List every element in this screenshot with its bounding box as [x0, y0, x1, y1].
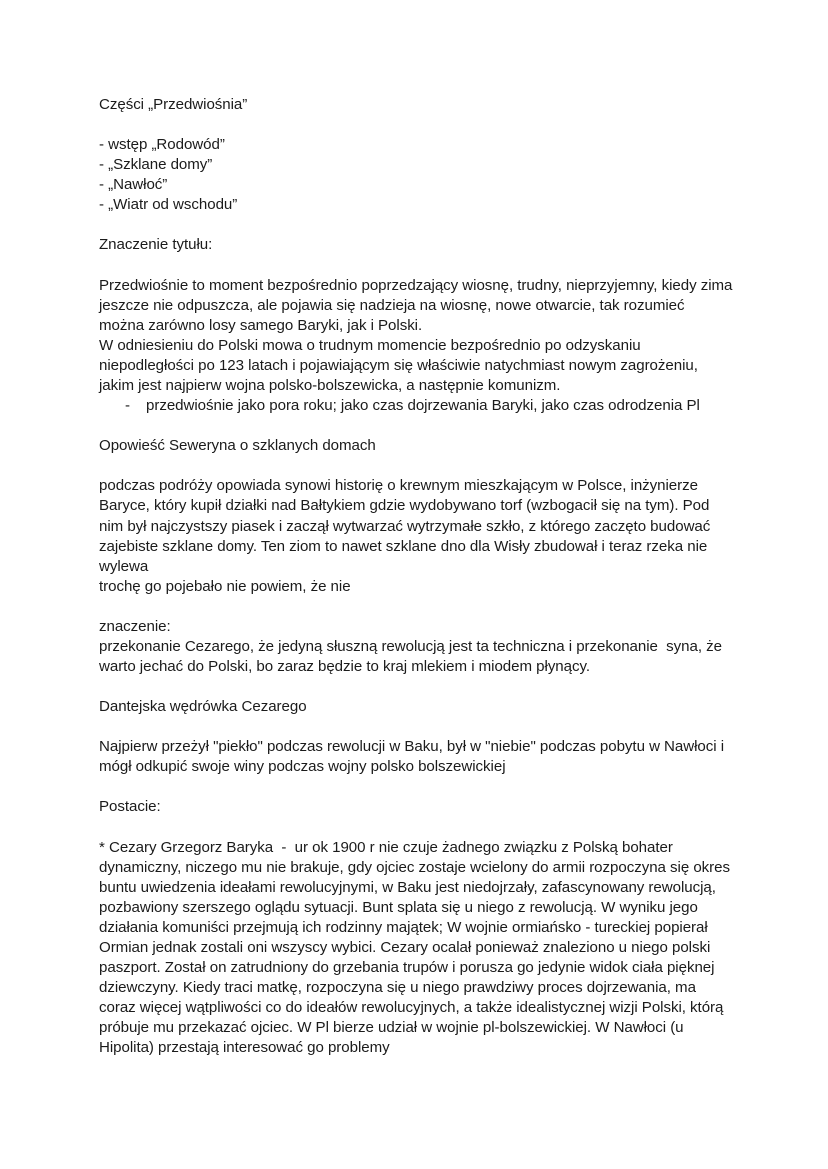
document-body — [99, 95, 737, 1059]
section-heading: Znaczenie tytułu: — [99, 236, 213, 254]
list-item: - wstęp „Rodowód” — [99, 136, 225, 154]
dash-bullet-item — [99, 396, 733, 416]
paragraph: * Cezary Grzegorz Baryka - ur ok 1900 r nie czuje żadnego związku z Polską bohater dynamiczny, niczego mu nie brakuje, gdy ojciec zostaje wcielony do armii rozpoczyna się okres buntu uwiedzenia ideałami rewolucyjnymi, w Baku jest niedojrzały, zafascynowany rewolucją, pozbawiony szerszego oglądu sytuacji. Bunt splata się u niego z rewolucją. W wyniku jego działania komuniści przejmują ich rodzinny majątek; W wojnie ormiańsko - tureckiej popierał Ormian jednak zostali oni wszyscy wybici. Cezary ocalał ponieważ znaleziono u niego polski paszport. Został on zatrudniony do grzebania trupów i porusza go jedynie widok ciała pięknej dziewczyny. Kiedy traci matkę, rozpoczyna się u niego prawdziwy proces dojrzewania, ma coraz więcej wątpliwości co do ideałów rewolucyjnych, a także idealistycznej wizji Polski, którą próbuje mu przekazać ojciec. W Pl bierze udział w wojnie pl-bolszewickiej. W Nawłoci (u Hipolita) przestają interesować go problemy — [99, 838, 735, 1057]
spacer — [99, 818, 733, 838]
list-item: - „Nawłoć” — [99, 176, 168, 194]
spacer — [99, 416, 733, 436]
spacer — [99, 215, 733, 235]
section-heading: Dantejska wędrówka Cezarego — [99, 698, 307, 716]
paragraph: Przedwiośnie to moment bezpośrednio poprzedzający wiosnę, trudny, nieprzyjemny, kiedy zima jeszcze nie odpuszcza, ale pojawia się nadzieja na wiosnę, nowe otwarcie, tak rozumieć można zarówno losy samego Baryki, jak i Polski. — [99, 276, 737, 334]
section-znaczenie-tytulu — [99, 235, 737, 416]
paragraph: Najpierw przeżył "piekło" podczas rewolucji w Baku, był w "niebie" podczas pobytu w Nawłoci i mógł odkupić swoje winy podczas wojny polsko bolszewickiej — [99, 738, 729, 776]
section-dantejska-wedrowka — [99, 697, 733, 777]
dash-marker: - — [125, 397, 130, 415]
section-heading: znaczenie: — [99, 617, 171, 635]
spacer — [99, 115, 733, 135]
spacer — [99, 597, 733, 617]
spacer — [99, 256, 733, 276]
paragraph: przekonanie Cezarego, że jedyną słuszną rewolucją jest ta techniczna i przekonanie syna, że warto jechać do Polski, bo zaraz będzie to kraj mlekiem i miodem płynący. — [99, 637, 727, 676]
dash-bullet-text: przedwiośnie jako pora roku; jako czas dojrzewania Baryki, jako czas odrodzenia Pl — [146, 397, 700, 415]
section-opowiesc-seweryna — [99, 436, 733, 597]
spacer — [99, 717, 733, 737]
spacer — [99, 777, 733, 797]
paragraph: podczas podróży opowiada synowi historię o krewnym mieszkającym w Polsce, inżynierze Baryce, który kupił działki nad Bałtykiem gdzie wydobywano torf (wzbogacił się na tym). Pod nim był najczystszy piasek i zaczął wytwarzać wytrzymałe szkło, z którego zaczęto budować zajebiste szklane domy. Ten ziom to nawet szklane dno dla Wisły zbudował i teraz rzeka nie wylewa — [99, 477, 715, 575]
paragraph: trochę go pojebało nie powiem, że nie — [99, 577, 351, 595]
section-heading: Opowieść Seweryna o szklanych domach — [99, 437, 376, 455]
list-item: - „Wiatr od wschodu” — [99, 196, 238, 214]
list-item: - „Szklane domy” — [99, 156, 213, 174]
section-heading: Postacie: — [99, 798, 161, 816]
section-znaczenie — [99, 617, 733, 677]
spacer — [99, 677, 733, 697]
paragraph: W odniesieniu do Polski mowa o trudnym momencie bezpośrednio po odzyskaniu niepodległości po 123 latach i pojawiającym się właściwie natychmiast nowym zagrożeniu, jakim jest najpierw wojna polsko-bolszewicka, a następnie komunizm. — [99, 336, 703, 395]
section-postacie — [99, 797, 733, 1058]
spacer — [99, 456, 733, 476]
parts-list — [99, 135, 733, 215]
document-title-line: Części „Przedwiośnia” — [99, 96, 248, 113]
